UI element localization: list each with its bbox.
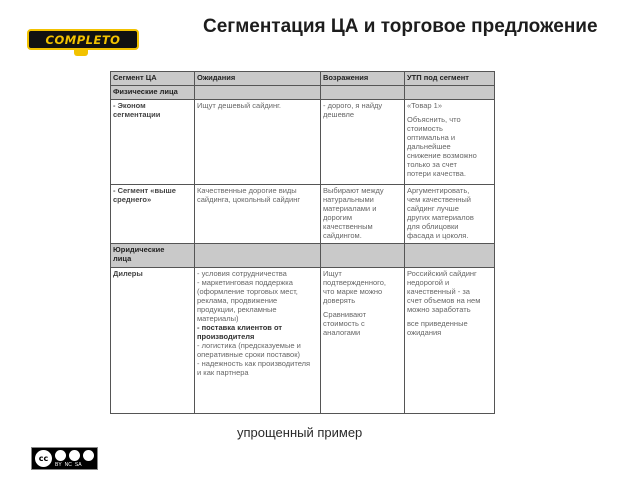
logo-tab: [74, 50, 88, 56]
text-line: дорогим: [323, 213, 352, 222]
text-line: - маркетинговая поддержка: [197, 278, 293, 287]
text-line: Выбирают между: [323, 186, 384, 195]
text-line: только за счет: [407, 160, 457, 169]
text-line: продукции, рекламные: [197, 305, 277, 314]
license-label-by: BY: [55, 462, 62, 468]
group-cell: [195, 244, 321, 268]
text-line: Качественные дорогие виды: [197, 186, 297, 195]
text-line: аналогами: [323, 328, 361, 337]
text-line: сайдинга, цокольный сайдинг: [197, 195, 301, 204]
group-row-individuals: [111, 86, 495, 100]
table-row-above-average: [111, 185, 495, 244]
text-line: сайдингом.: [323, 231, 362, 240]
table-header-row: [111, 72, 495, 86]
text-line: материалами и: [323, 204, 377, 213]
group-label-legal-entities: [111, 244, 195, 268]
slide-title: Сегментация ЦА и торговое предложение: [203, 16, 598, 37]
text-line: «Товар 1»: [407, 101, 443, 110]
table-row-economy: [111, 100, 495, 185]
cell-usp: [405, 268, 495, 414]
text-line: лица: [113, 254, 132, 263]
group-row-legal-entities: [111, 244, 495, 268]
cell-segment: [111, 185, 195, 244]
by-icon: [55, 450, 66, 461]
text-line: чем качественный: [407, 195, 471, 204]
text-line: все приведенные: [407, 319, 468, 328]
cell-expectations: [195, 185, 321, 244]
header-objections: Возражения: [321, 72, 405, 86]
cc-license-badge[interactable]: [31, 447, 98, 470]
group-label-individuals: Физические лица: [111, 86, 195, 100]
text-line: Аргументировать,: [407, 186, 470, 195]
text-line: - Сегмент «выше: [113, 186, 176, 195]
text-line: среднего»: [113, 195, 152, 204]
cell-objections: [321, 100, 405, 185]
text-line: снижение возможно: [407, 151, 477, 160]
header-segment: Сегмент ЦА: [111, 72, 195, 86]
text-line: подтвержденного,: [323, 278, 386, 287]
text-line: Дилеры: [113, 269, 143, 278]
text-line: Ищут: [323, 269, 342, 278]
text-line: ожидания: [407, 328, 442, 337]
text-line: что марке можно: [323, 287, 383, 296]
text-line: - надежность как производителя: [197, 359, 311, 368]
text-line: качественным: [323, 222, 373, 231]
text-line: - условия сотрудничества: [197, 269, 287, 278]
license-icon-row: [55, 450, 94, 461]
header-usp: УТП под сегмент: [405, 72, 495, 86]
text-line: Юридические: [113, 245, 165, 254]
text-line: - поставка клиентов от: [197, 323, 283, 332]
cell-segment: [111, 100, 195, 185]
text-line: реклама, продвижение: [197, 296, 278, 305]
header-expectations: Ожидания: [195, 72, 321, 86]
group-cell: [321, 86, 405, 100]
text-line: дешевле: [323, 110, 355, 119]
text-line: сегментации: [113, 110, 161, 119]
text-line: Сравнивают: [323, 310, 367, 319]
text-line: можно заработать: [407, 305, 471, 314]
cell-usp: [405, 185, 495, 244]
logo-text: COMPLETO: [45, 32, 121, 47]
table-row-dealers: [111, 268, 495, 414]
text-line: материалы): [197, 314, 239, 323]
text-line: производителя: [197, 332, 255, 341]
license-labels: [55, 462, 94, 468]
text-line: Российский сайдинг: [407, 269, 477, 278]
caption: упрощенный пример: [237, 425, 363, 440]
text-line: для облицовки: [407, 222, 459, 231]
text-line: - Эконом: [113, 101, 146, 110]
group-cell: [405, 86, 495, 100]
nc-icon: [69, 450, 80, 461]
text-line: стоимость: [407, 124, 443, 133]
text-line: оперативные сроки поставок): [197, 350, 300, 359]
text-line: фасада и цоколя.: [407, 231, 469, 240]
group-cell: [405, 244, 495, 268]
text-line: (оформление торговых мест,: [197, 287, 298, 296]
text-line: недорогой и: [407, 278, 450, 287]
license-label-sa: SA: [74, 462, 82, 468]
completo-logo: [27, 29, 139, 50]
text-line: дальнейшее: [407, 142, 451, 151]
text-line: других материалов: [407, 213, 474, 222]
text-line: Объяснить, что: [407, 115, 461, 124]
text-line: стоимость с: [323, 319, 365, 328]
text-line: натуральными: [323, 195, 374, 204]
text-line: оптимальна и: [407, 133, 456, 142]
license-label-nc: NC: [64, 462, 72, 468]
license-icons: [55, 448, 94, 468]
cell-expectations: [195, 100, 321, 185]
cell-segment: [111, 268, 195, 414]
sa-icon: [83, 450, 94, 461]
text-line: счет объемов на нем: [407, 296, 481, 305]
cell-usp: [405, 100, 495, 185]
text-line: сайдинг лучше: [407, 204, 459, 213]
group-cell: [195, 86, 321, 100]
cc-icon: cc: [35, 450, 52, 467]
group-cell: [321, 244, 405, 268]
text-line: качественный - за: [407, 287, 470, 296]
segmentation-table: [110, 71, 495, 414]
cell-objections: [321, 268, 405, 414]
text-line: - дорого, я найду: [323, 101, 383, 110]
text-line: и как партнера: [197, 368, 249, 377]
cell-expectations: [195, 268, 321, 414]
text-line: - логистика (предсказуемые и: [197, 341, 301, 350]
text-line: доверять: [323, 296, 356, 305]
text-line: Ищут дешевый сайдинг.: [197, 101, 282, 110]
text-line: потери качества.: [407, 169, 466, 178]
cell-objections: [321, 185, 405, 244]
